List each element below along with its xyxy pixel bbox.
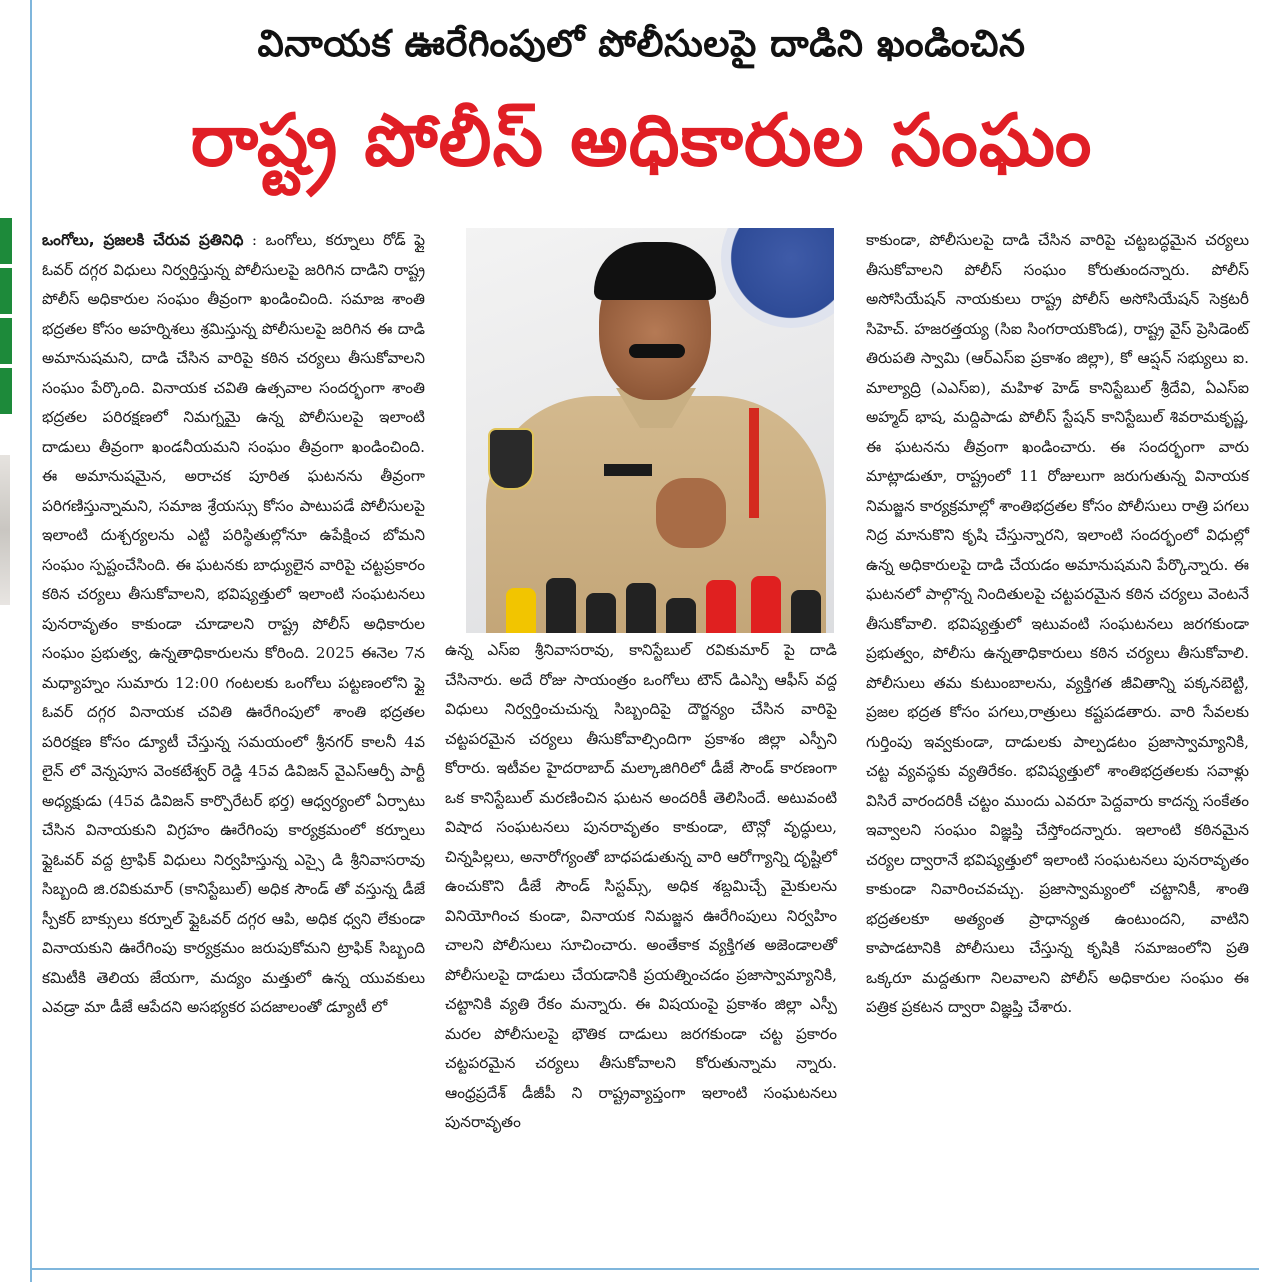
shoulder-badge-icon <box>488 428 534 490</box>
kicker-headline: వినాయక ఊరేగింపులో పోలీసులపై దాడిని ఖండించిన <box>257 22 1026 65</box>
article-column-3: కాకుండా, పోలీసులపై దాడి చేసిన వారిపై చట్టబద్ధమైన చర్యలు తీసుకోవాలని పోలీస్ సంఘం కోరుతుందన్నారు. పోలీస్ అసోసియేషన్ నాయకులు రాష్ట్ర పోలీస్ అసోసియేషన్ సెక్రటరీ సిహెచ్. హజరత్తయ్య (సిఐ సింగరాయకొండ), రాష్ట్ర వైస్ ప్రెసిడెంట్ తిరుపతి స్వామి (ఆర్ఎస్ఐ ప్రకాశం జిల్లా), కో ఆప్షన్ సభ్యులు ఐ. మాల్యాద్రి (ఎఎస్ఐ), మహిళ హెడ్ కానిస్టేబుల్ శ్రీదేవి, ఏఎస్ఐ అహ్మద్ భాష, మద్దిపాడు పోలీస్ స్టేషన్ కానిస్టేబుల్ శివరామకృష్ణ, ఈ ఘటనను తీవ్రంగా ఖండించారు. ఈ సందర్భంగా వారు మాట్లాడుతూ, రాష్ట్రంలో 11 రోజులుగా జరుగుతున్న వినాయక నిమజ్జన కార్యక్రమాల్లో శాంతిభద్రతల కోసం పోలీసులు రాత్రి పగలు నిద్ర మానుకొని కృషి చేస్తున్నారని, ఇలాంటి సందర్భంలో విధుల్లో ఉన్న అధికారులపై దాడి చేయడం అమానుషమని పేర్కొన్నారు. ఈ ఘటనలో పాల్గొన్న నిందితులపై చట్టపరమైన కఠిన చర్యలు వెంటనే తీసుకోవాలి. భవిష్యత్తులో ఇటువంటి సంఘటనలు జరగకుండా ప్రభుత్వం, పోలీసు ఉన్నతాధికారులు కఠిన చర్యలు తీసుకోవాలి. పోలీసులు తమ కుటుంబాలను, వ్యక్తిగత జీవితాన్ని పక్కనబెట్టి, ప్రజల భద్రత కోసం పగలు,రాత్రులు కష్టపడతారు. వారి సేవలకు గుర్తింపు ఇవ్వకుండా, దాడులకు పాల్పడటం ప్రజాస్వామ్యానికి, చట్ట వ్యవస్థకు వ్యతిరేకం. భవిష్యత్తులో శాంతిభద్రతలకు సవాళ్లు విసిరే వారందరికీ చట్టం ముందు ఎవరూ పెద్దవారు కాదన్న సంకేతం ఇవ్వాలని సంఘం విజ్ఞప్తి చేస్తోందన్నారు. ఇలాంటి కఠినమైన చర్యల ద్వారానే భవిష్యత్తులో ఇలాంటి సంఘటనలు పునరావృతం కాకుండా నివారించవచ్చు. ప్రజాస్వామ్యంలో చట్టానికీ, శాంతి భద్రతలకూ అత్యంత ప్రాధాన్యత ఉంటుందని, వాటిని కాపాడటానికి పోలీసులు చేస్తున్న కృషికి సమాజంలోని ప్రతి ఒక్కరూ మద్దతుగా నిలవాలని పోలీస్ అధికారుల సంఘం ఈ పత్రిక ప్రకటన ద్వారా విజ్ఞప్తి చేశారు. <box>866 231 1249 1016</box>
byline: ఒంగోలు, ప్రజలకి చేరువ ప్రతినిధి <box>42 231 244 249</box>
previous-page-photo <box>0 455 10 605</box>
microphone-icon <box>751 576 781 633</box>
microphone-icon <box>546 578 576 633</box>
article-column-1 <box>42 226 425 1023</box>
backdrop-emblem <box>721 228 834 328</box>
previous-page-strip <box>0 0 26 1282</box>
microphone-icon <box>506 588 536 633</box>
left-column-rule <box>30 0 32 1282</box>
green-tab <box>0 368 12 414</box>
photo-lanyard <box>749 408 759 518</box>
photo-hair <box>594 242 716 300</box>
microphone-icon <box>791 590 821 633</box>
column-1-text: : ఒంగోలు, కర్నూలు రోడ్ ఫ్లై ఓవర్ దగ్గర విధులు నిర్వర్తిస్తున్న పోలీసులపై జరిగిన దాడిని రాష్ట్ర పోలీస్ అధికారుల సంఘం తీవ్రంగా ఖండించింది. సమాజ శాంతి భద్రతల కోసం అహర్నిశలు శ్రమిస్తున్న పోలీసులపై జరిగిన ఈ దాడి అమానుషమని, దాడి చేసిన వారిపై కఠిన చర్యలు తీసుకోవాలని సంఘం పేర్కొంది. వినాయక చవితి ఉత్సవాల సందర్భంగా శాంతి భద్రతల పరిరక్షణలో నిమగ్నమై ఉన్న పోలీసులపై ఇలాంటి దాడులు తీవ్రంగా ఖండనీయమని సంఘం తీవ్రంగా ఖండించింది. ఈ అమానుషమైన, అరాచక పూరిత ఘటనను తీవ్రంగా పరిగణిస్తున్నామని, సమాజ శ్రేయస్సు కోసం పాటుపడే పోలీసులపై ఇలాంటి దుశ్చర్యలను ఎట్టి పరిస్థితుల్లోనూ ఉపేక్షించ బోమని సంఘం స్పష్టంచేసింది. ఈ ఘటనకు బాధ్యులైన వారిపై చట్టప్రకారం కఠిన చర్యలు తీసుకోవాలని, భవిష్యత్తులో ఇలాంటి సంఘటనలు పునరావృతం కాకుండా చూడాలని రాష్ట్ర పోలీస్ అధికారుల సంఘం ప్రభుత్వ, ఉన్నతాధికారులను కోరింది. 2025 ఈనెల 7న మధ్యాహ్నం సుమారు 12:00 గంటలకు ఒంగోలు పట్టణంలోని ఫ్లై ఓవర్ దగ్గర వినాయక చవితి ఊరేగింపులో శాంతి భద్రతల పరిరక్షణ కోసం డ్యూటీ చేస్తున్న సమయంలో శ్రీనగర్ కాలనీ 4వ లైన్ లో వెన్నపూస వెంకటేశ్వర్ రెడ్డి 45వ డివిజన్ వైఎస్ఆర్పీ పార్టీ అధ్యక్షుడు (45వ డివిజన్ కార్పొరేటర్ భర్త) ఆధ్వర్యంలో ఏర్పాటు చేసిన వినాయకుని విగ్రహం ఊరేగింపు కార్యక్రమంలో కర్నూలు ఫ్లైఓవర్ వద్ద ట్రాఫిక్ విధులు నిర్వహిస్తున్న ఎస్సై డి శ్రీనివాసరావు సిబ్బంది జి.రవికుమార్ (కానిస్టేబుల్) అధిక సౌండ్ తో వస్తున్న డీజే స్పీకర్ బాక్సులు కర్నూల్ ఫ్లైఓవర్ దగ్గర ఆపి, అధిక ధ్వని లేకుండా వినాయకుని ఊరేగింపు కార్యక్రమం జరుపుకోమని ట్రాఫిక్ సిబ్బంది కమిటీకి తెలియ జేయగా, మద్యం మత్తులో ఉన్న యువకులు ఎవడ్రా మా డీజే ఆపేదని అసభ్యకర పదజాలంతో డ్యూటీ లో <box>42 231 425 1016</box>
microphone-icon <box>626 583 656 633</box>
photo-hand <box>656 478 726 548</box>
photo-mustache <box>629 344 685 358</box>
green-tab <box>0 218 12 264</box>
microphone-icon <box>706 580 736 633</box>
news-photo <box>466 228 834 633</box>
photo-nameplate <box>604 464 652 476</box>
main-headline: రాష్ట్ర పోలీస్ అధికారుల సంఘం <box>190 98 1093 182</box>
article-column-2: ఉన్న ఎస్ఐ శ్రీనివాసరావు, కానిస్టేబుల్ రవికుమార్ పై దాడి చేసినారు. అదే రోజు సాయంత్రం ఒంగోలు టౌన్ డిఎస్పి ఆఫీస్ వద్ద విధులు నిర్వర్తించుచున్న సిబ్బందిపై దౌర్జన్యం చేసిన వారిపై చట్టపరమైన చర్యలు తీసుకోవాల్సిందిగా ప్రకాశం జిల్లా ఎస్పీని కోరారు. ఇటీవల హైదరాబాద్ మల్కాజిగిరిలో డీజే సౌండ్ కారణంగా ఒక కానిస్టేబుల్ మరణించిన ఘటన అందరికీ తెలిసిందే. అటువంటి విషాద సంఘటనలు పునరావృతం కాకుండా, టౌన్లో వృద్ధులు, చిన్నపిల్లలు, అనారోగ్యంతో బాధపడుతున్న వారి ఆరోగ్యాన్ని దృష్టిలో ఉంచుకొని డీజే సౌండ్ సిస్టమ్స్, అధిక శబ్దమిచ్చే మైకులను వినియోగించ కుండా, వినాయక నిమజ్జన ఊరేగింపులు నిర్వహిం చాలని పోలీసులు సూచించారు. అంతేకాక వ్యక్తిగత అజెండాలతో పోలీసులపై దాడులు చేయడానికి ప్రయత్నించడం ప్రజాస్వామ్యానికి, చట్టానికి వ్యతి రేకం మన్నారు. ఈ విషయంపై ప్రకాశం జిల్లా ఎస్పీ మరల పోలీసులపై భౌతిక దాడులు జరగకుండా చట్ట ప్రకారం చట్టపరమైన చర్యలు తీసుకోవాలని కోరుతున్నామ న్నారు. ఆంధ్రప్రదేశ్ డీజీపీ ని రాష్ట్రవ్యాప్తంగా ఇలాంటి సంఘటనలు పునరావృతం <box>445 641 837 1131</box>
green-tab <box>0 268 12 314</box>
bottom-rule <box>30 1268 1259 1270</box>
microphone-icon <box>586 593 616 633</box>
green-tab <box>0 318 12 364</box>
microphones <box>466 558 834 633</box>
microphone-icon <box>666 598 696 633</box>
